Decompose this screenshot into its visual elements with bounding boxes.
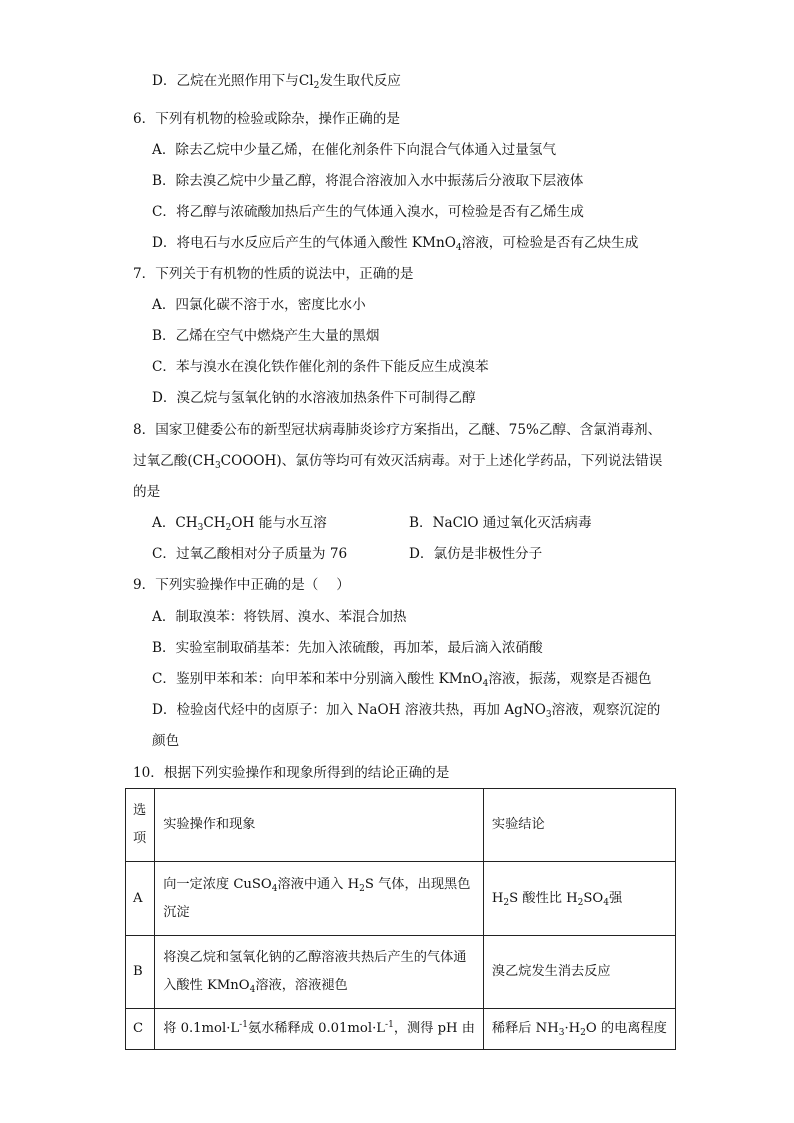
text-part: S 气体，出现黑色沉淀 <box>163 876 471 920</box>
question-8-stem-line3: 的是 <box>133 484 161 500</box>
q9-option-a: A．制取溴苯：将铁屑、溴水、苯混合加热 <box>152 609 407 625</box>
subscript: 4 <box>603 897 609 908</box>
text-part: 氨水稀释成 0.01mol·L <box>247 1021 386 1036</box>
table-row-b <box>126 936 676 1009</box>
subscript: 3 <box>214 461 221 471</box>
question-6-stem: 6．下列有机物的检验或除杂，操作正确的是 <box>133 111 400 127</box>
subscript: 2 <box>503 897 510 908</box>
text-part: COOOH)、氯仿等均可有效灭活病毒。对于上述化学药品，下列说法错误 <box>220 453 663 469</box>
q8-option-a <box>152 514 327 537</box>
text-part: 强 <box>608 890 623 906</box>
text-part: A．CH <box>152 515 198 531</box>
table-row-c <box>126 1009 676 1050</box>
row-label: C <box>126 1009 155 1050</box>
subscript: 2 <box>313 81 320 91</box>
row-operation <box>155 862 484 936</box>
table-row-a <box>126 862 676 936</box>
superscript: -1 <box>239 1020 248 1030</box>
text-part: 溶液，观察沉淀的 <box>551 702 661 718</box>
q6-option-a: A．除去乙烷中少量乙烯，在催化剂条件下向混合气体通入过量氢气 <box>152 142 557 158</box>
subscript: 2 <box>225 523 232 533</box>
q7-option-c: C．苯与溴水在溴化铁作催化剂的条件下能反应生成溴苯 <box>152 359 489 375</box>
question-7-stem: 7．下列关于有机物的性质的说法中，正确的是 <box>133 266 414 282</box>
subscript: 4 <box>271 883 278 894</box>
q9-option-d-line2: 颜色 <box>152 733 180 749</box>
row-operation <box>155 936 484 1009</box>
header-operation: 实验操作和现象 <box>155 789 484 862</box>
text-part: 溶液，可检验是否有乙炔生成 <box>461 235 639 251</box>
text-part: 过氧乙酸(CH <box>133 453 215 469</box>
subscript: 2 <box>580 1028 586 1038</box>
text-part: 溶液，溶液褪色 <box>255 978 348 993</box>
question-10-stem: 10．根据下列实验操作和现象所得到的结论正确的是 <box>133 765 450 781</box>
q9-option-b: B．实验室制取硝基苯：先加入浓硫酸，再加苯，最后滴入浓硝酸 <box>152 640 543 656</box>
superscript: -1 <box>385 1020 394 1030</box>
text-part: 发生取代反应 <box>319 73 401 89</box>
text-part: S 酸性比 H <box>509 890 578 906</box>
header-option: 选项 <box>126 789 155 862</box>
q8-option-d: D．氯仿是非极性分子 <box>409 546 543 562</box>
q7-option-d: D．溴乙烷与氢氧化钠的水溶液加热条件下可制得乙醇 <box>152 390 476 406</box>
row-label: A <box>126 862 155 936</box>
subscript: 3 <box>197 523 204 533</box>
subscript: 3 <box>545 710 552 720</box>
q6-option-b: B．除去溴乙烷中少量乙醇，将混合溶液加入水中振荡后分液取下层液体 <box>152 173 584 189</box>
text-part: D．将电石与水反应后产生的气体通入酸性 KMnO <box>152 235 456 251</box>
question-8-stem-line1: 8．国家卫健委公布的新型冠状病毒肺炎诊疗方案指出，乙醚、75%乙醇、含氯消毒剂、 <box>133 422 662 438</box>
text-part: OH 能与水互溶 <box>231 515 327 531</box>
text-part: D．乙烷在光照作用下与 <box>152 73 299 89</box>
subscript: 2 <box>359 883 365 894</box>
text-part: 向一定浓度 CuSO <box>163 876 272 892</box>
question-8-stem-line2 <box>133 452 662 475</box>
subscript: 4 <box>249 985 256 995</box>
text-part: 将 0.1mol·L <box>163 1021 240 1036</box>
q9-option-c <box>152 670 651 693</box>
q8-option-b: B．NaClO 通过氧化灭活病毒 <box>409 515 592 531</box>
text-part: 溶液，振荡，观察是否褪色 <box>488 671 652 687</box>
question-10-table <box>125 788 676 1050</box>
row-conclusion <box>483 1009 675 1050</box>
row-label: B <box>126 936 155 1009</box>
row-conclusion: 溴乙烷发生消去反应 <box>483 936 675 1009</box>
q7-option-a: A．四氯化碳不溶于水，密度比水小 <box>152 297 366 313</box>
text-part: 将溴乙烷和氢氧化钠的乙醇溶液共热后产生的气体通入酸性 KMnO <box>163 950 467 993</box>
subscript: 4 <box>455 243 462 253</box>
q9-option-d-line1 <box>152 701 660 724</box>
text-part: ·H <box>564 1021 581 1036</box>
subscript: 3 <box>558 1028 565 1038</box>
table-header-row <box>126 789 676 862</box>
text-part: 溶液中通入 H <box>277 876 360 892</box>
question-9-stem: 9．下列实验操作中正确的是（ ） <box>133 577 350 593</box>
q6-option-c: C．将乙醇与浓硫酸加热后产生的气体通入溴水，可检验是否有乙烯生成 <box>152 204 584 220</box>
text-part: C．鉴别甲苯和苯：向甲苯和苯中分别滴入酸性 KMnO <box>152 671 483 687</box>
text-part: H <box>491 890 504 906</box>
header-conclusion: 实验结论 <box>483 789 675 862</box>
row-operation <box>155 1009 484 1050</box>
text-part: CH <box>203 515 226 531</box>
text-part: O 的电离程度 <box>585 1021 667 1036</box>
text-part: SO <box>583 890 604 906</box>
row-conclusion <box>483 862 675 936</box>
q6-option-d <box>152 234 638 257</box>
q8-option-c: C．过氧乙酸相对分子质量为 76 <box>152 546 348 562</box>
text-part: 稀释后 NH <box>491 1021 559 1036</box>
q5-option-d <box>152 72 401 95</box>
subscript: 2 <box>577 897 584 908</box>
text-part: ，测得 pH 由 <box>393 1021 475 1036</box>
formula-part: Cl <box>298 73 314 89</box>
text-part: D．检验卤代烃中的卤原子：加入 NaOH 溶液共热，再加 AgNO <box>152 702 546 718</box>
subscript: 4 <box>482 679 489 689</box>
q7-option-b: B．乙烯在空气中燃烧产生大量的黑烟 <box>152 328 380 344</box>
